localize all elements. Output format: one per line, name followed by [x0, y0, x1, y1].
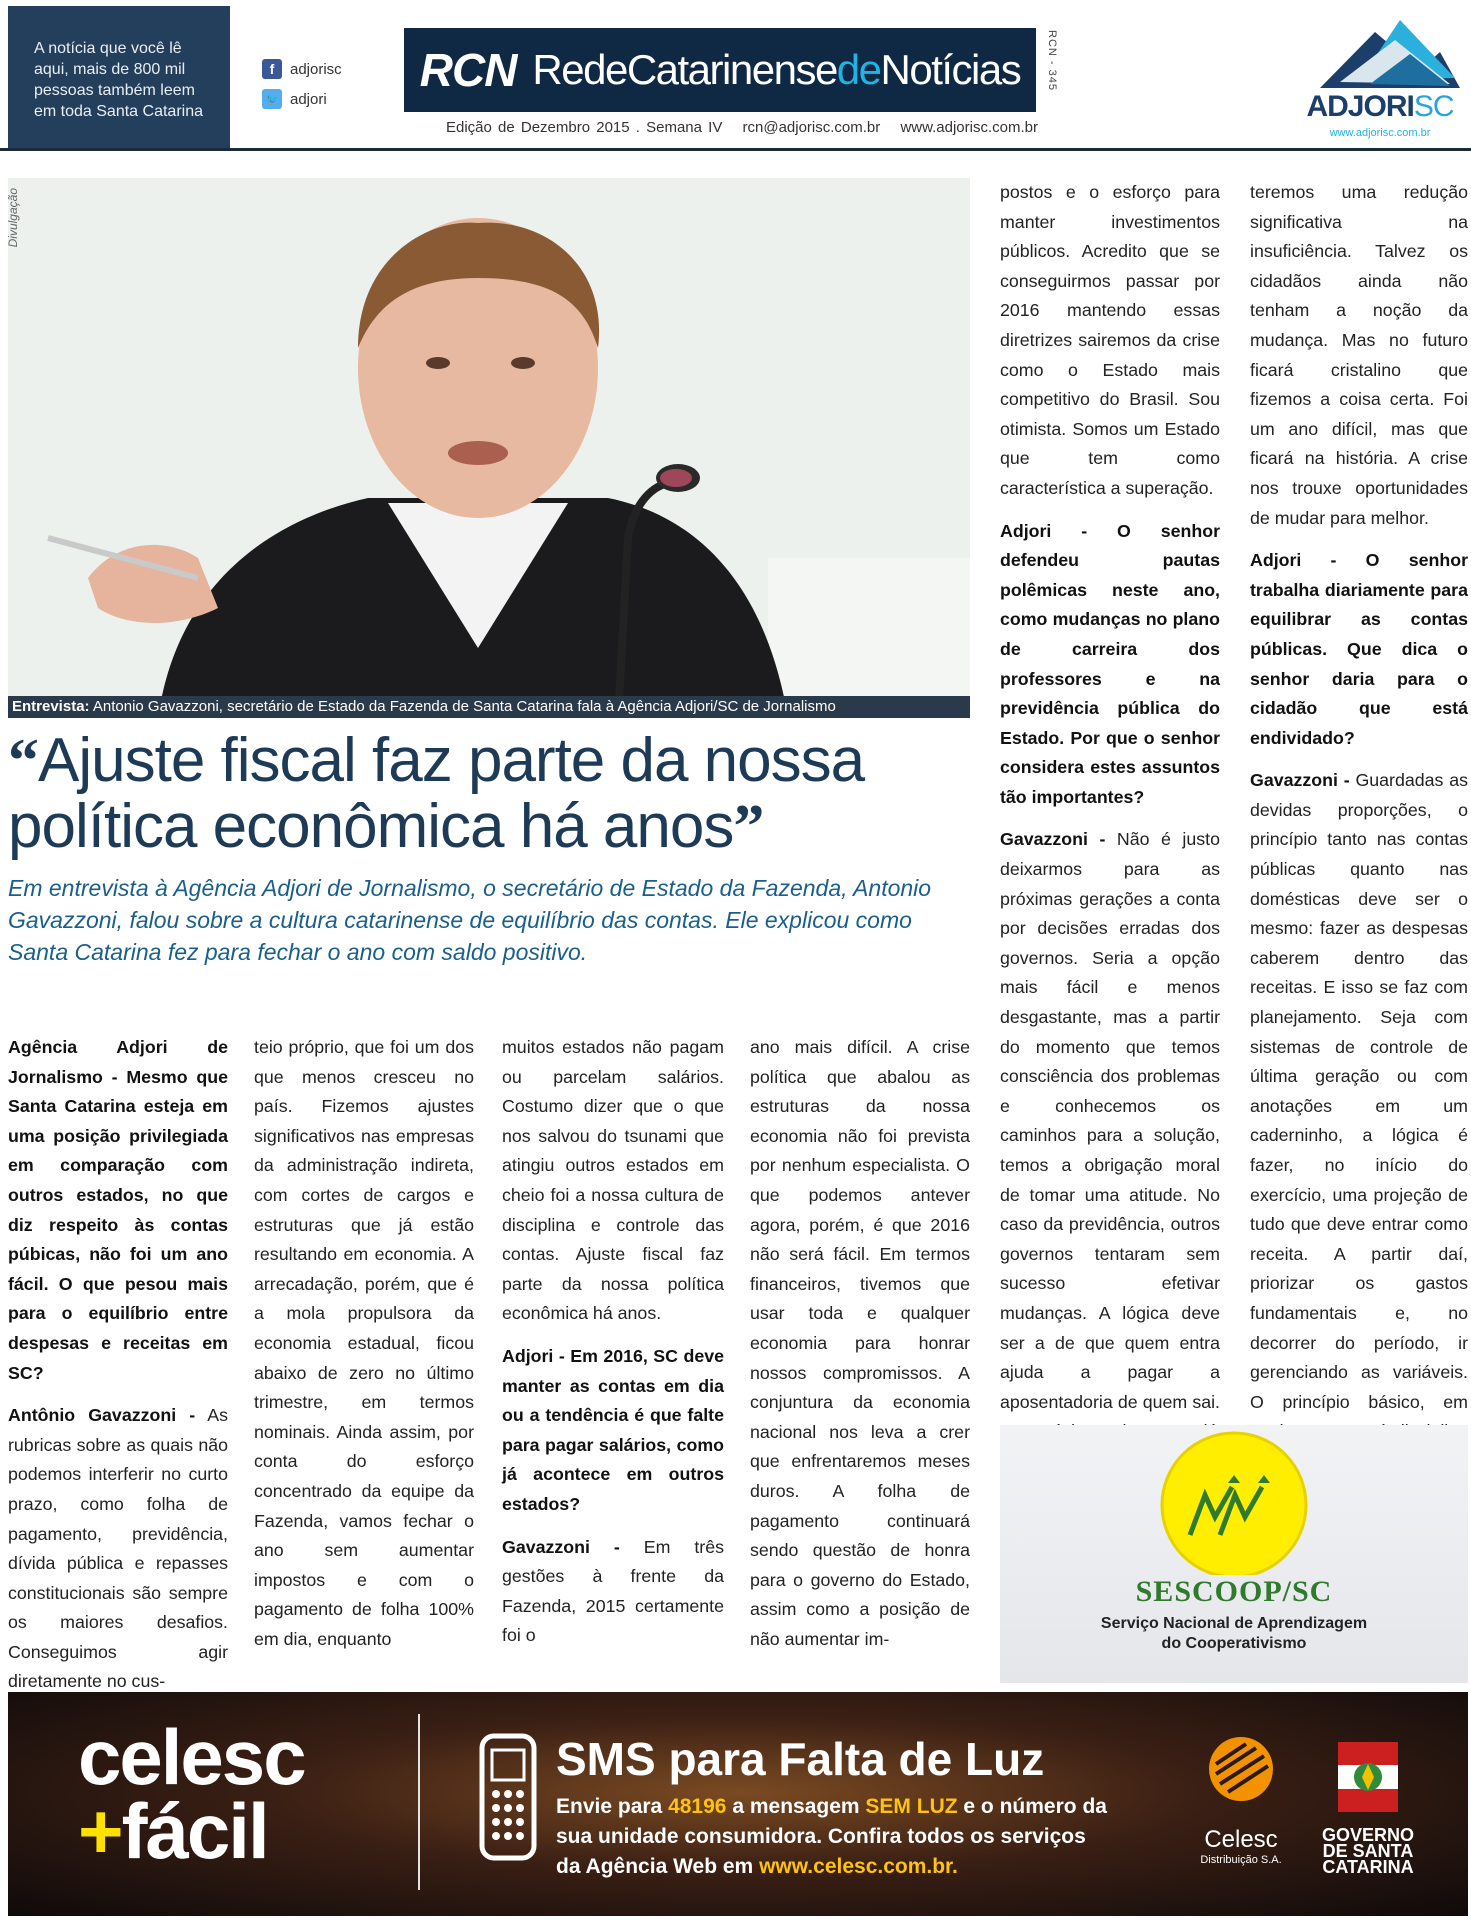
caption-label: Entrevista: — [12, 698, 90, 715]
sescoop-subtitle-2: do Cooperativismo — [1161, 1635, 1307, 1652]
sms-instructions: Envie para 48196 a mensagem SEM LUZ e o número da sua unidade consumidora. Confira todos os serviços da Agência Web em www.celesc.com.br. — [556, 1795, 1107, 1878]
sescoop-logo-icon — [1000, 1425, 1468, 1575]
twitter-handle: adjori — [290, 90, 327, 108]
caption-text: Antonio Gavazzoni, secretário de Estado da Fazenda de Santa Catarina fala à Agência Adjori/SC de Jornalismo — [92, 698, 836, 715]
headline: “Ajuste fiscal faz parte da nossa política econômica há anos” — [8, 726, 865, 861]
question-4: Adjori - O senhor trabalha diariamente para equilibrar as contas públicas. Que dica o senhor daria para o cidadão que está endividado? — [1250, 550, 1468, 748]
facebook-link[interactable] — [262, 54, 342, 84]
celesc-facil-brand: celesc +fácil — [78, 1713, 305, 1875]
answer-2-speaker: Gavazzoni - — [502, 1536, 620, 1557]
logo-url: www.adjorisc.com.br — [1329, 127, 1431, 139]
sescoop-name: SESCOOP/SC — [1135, 1575, 1333, 1608]
question-2: Adjori - Em 2016, SC deve manter as contas em dia ou a tendência é que falte para pagar salários, como já acontece em outros estados? — [502, 1345, 724, 1514]
article-column-5 — [1000, 178, 1220, 1460]
article-column-1 — [8, 1033, 228, 1710]
contact-email[interactable]: rcn@adjorisc.com.br — [742, 119, 881, 136]
answer-4-speaker: Gavazzoni - — [1250, 770, 1350, 791]
answer-2-text: Em três gestões à frente da Fazenda, 2015 certamente foi o — [502, 1536, 724, 1646]
answer-3-text: Não é justo deixarmos para as próximas gerações a conta por decisões erradas dos governos. Seria a opção mais fácil e menos desgastante, mas a partir do momento que temos consciência dos problemas e conhecemos os caminhos para a solução, temos a obrigação moral de tomar uma atitude. No caso da previdência, outros governos tentaram sem sucesso efetivar mudanças. A lógica deve ser a de que quem entra ajuda a pagar a aposentadoria de quem sai. — [1000, 829, 1220, 1412]
website-link[interactable]: www.adjorisc.com.br — [900, 119, 1038, 136]
sms-number: 48196 — [668, 1795, 727, 1818]
interview-photo — [8, 178, 970, 718]
masthead-divider — [0, 148, 1471, 151]
twitter-icon: 🐦 — [262, 89, 282, 109]
photo-credit: Divulgação — [6, 188, 20, 248]
sescoop-subtitle-1: Serviço Nacional de Aprendizagem — [1100, 1615, 1368, 1632]
photo-caption — [8, 696, 970, 718]
answer-2-continued: ano mais difícil. A crise política que abalou as estruturas da nossa economia não foi prevista por nenhum especialista. O que podemos antever agora, porém, é que 2016 não será fácil. Em termos financeiros, tivemos que usar toda e qualquer economia para honrar nossos compromissos. A conjuntura da economia nacional nos leva a crer que enfrentaremos meses duros. A folha de pagamento continuará sendo questão de honra para o governo do Estado, assim como a posição de não aumentar im- — [750, 1037, 970, 1649]
celesc-website-link[interactable]: www.celesc.com.br. — [759, 1855, 958, 1878]
celesc-logo-text: Celesc — [1204, 1826, 1278, 1853]
edition-line — [446, 119, 1052, 136]
question-1: Agência Adjori de Jornalismo - Mesmo que Santa Catarina esteja em uma posição privilegiada em comparação com outros estados, no que diz respeito às contas púbicas, não foi um ano fácil. O que pesou mais para o equilíbrio entre despesas e receitas em SC? — [8, 1037, 228, 1383]
santa-catarina-flag-icon — [1338, 1742, 1398, 1812]
answer-1-continued: teio próprio, que foi um dos que menos cresceu no país. Fizemos ajustes significativos nas empresas da administração indireta, com cortes de cargos e estruturas que já estão resultando em economia. A arrecadação, porém, que é a mola propulsora da economia estadual, ficou abaixo de zero no último trimestre, em termos nominais. Ainda assim, por conta do esforço concentrado da equipe da Fazenda, vamos fechar o ano sem aumentar impostos e com o pagamento de folha 100% em dia, enquanto — [254, 1037, 474, 1649]
celesc-logo-icon — [1206, 1734, 1276, 1804]
readership-promo: A notícia que você lê aqui, mais de 800 mil pessoas também leem em toda Santa Catarina — [8, 6, 230, 151]
newspaper-title — [404, 28, 1036, 112]
twitter-link[interactable] — [262, 84, 342, 114]
government-logo-text: GOVERNO DE SANTA CATARINA — [1321, 1825, 1414, 1877]
sescoop-ad[interactable] — [1000, 1425, 1468, 1683]
sms-keyword: SEM LUZ — [865, 1795, 958, 1818]
article-column-3 — [502, 1033, 724, 1664]
answer-2-end: postos e o esforço para manter investimentos públicos. Acredito que se conseguirmos passar por 2016 mantendo essas diretrizes sairemos da crise como o Estado mais competitivo do Brasil. Sou otimista. Somos um Estado que tem como característica a superação. — [1000, 182, 1220, 498]
answer-4-text: Guardadas as devidas proporções, o princípio tanto nas contas públicas quanto nas domésticas deve ser o mesmo: fazer as despesas caberem dentro das receitas. E isso se faz com planejamento. Seja com sistemas de controle de última geração ou com anotações em um caderninho, a lógica é fazer, no início do exercício, uma projeção de tudo que deve entrar como receita. A partir daí, priorizar os gastos fundamentais e, no decorrer do período, ir gerenciando as variáveis. O princípio básico, em — [1250, 770, 1468, 1412]
answer-1-text: As rubricas sobre as quais não podemos interferir no curto prazo, como folha de pagamento, previdência, dívida pública e repasses constitucionais são sempre os maiores desafios. Conseguimos agir diretamente no cus- — [8, 1405, 228, 1692]
portrait-illustration — [8, 178, 970, 718]
logo-brand: ADJORISC — [1306, 90, 1454, 123]
lede-paragraph: Em entrevista à Agência Adjori de Jornalismo, o secretário de Estado da Fazenda, Antonio Gavazzoni, falou sobre a cultura catarinense de equilíbrio das contas. Ele explicou como Santa Catarina fez para fechar o ano com saldo positivo. — [8, 875, 932, 965]
facebook-handle: adjorisc — [290, 60, 342, 78]
title-abbreviation: RCN — [419, 44, 517, 96]
article-column-6 — [1250, 178, 1468, 1490]
celesc-ad-banner[interactable] — [8, 1692, 1468, 1916]
edition-date: Edição de Dezembro 2015 . Semana IV — [446, 119, 723, 136]
answer-1-end: muitos estados não pagam ou parcelam salários. Costumo dizer que o que nos salvou do tsunami que atingiu outros estados em cheio foi a nossa cultura de disciplina e controle das contas. Ajuste fiscal faz parte da nossa política econômica há anos. — [502, 1037, 724, 1324]
social-links — [262, 54, 342, 114]
mobile-phone-icon — [478, 1732, 538, 1862]
facebook-icon: f — [262, 59, 282, 79]
title-name: RedeCatarinensedeNotícias — [532, 46, 1021, 93]
answer-3-end: teremos uma redução significativa na insuficiência. Talvez os cidadãos ainda não tenham a noção da mudança. Mas no futuro ficará cristalino que fizemos a coisa certa. Foi um ano difícil, mas que ficará na história. A crise nos trouxe oportunidades de mudar para melhor. — [1250, 182, 1468, 528]
sms-title: SMS para Falta de Luz — [556, 1733, 1045, 1785]
issue-code: RCN - 345 — [1046, 30, 1058, 91]
article-column-4 — [750, 1033, 970, 1667]
adjori-logo — [1300, 10, 1460, 150]
answer-3-speaker: Gavazzoni - — [1000, 829, 1106, 850]
answer-1-speaker: Antônio Gavazzoni - — [8, 1405, 196, 1426]
question-3: Adjori - O senhor defendeu pautas polêmicas neste ano, como mudanças no plano de carreira dos professores e na previdência pública do Estado. Por que o senhor considera estes assuntos tão importantes? — [1000, 520, 1220, 807]
adjori-mountain-icon — [1300, 10, 1460, 90]
celesc-logo-subtitle: Distribuição S.A. — [1200, 1854, 1282, 1866]
article-column-2 — [254, 1033, 474, 1667]
banner-divider — [418, 1714, 420, 1890]
